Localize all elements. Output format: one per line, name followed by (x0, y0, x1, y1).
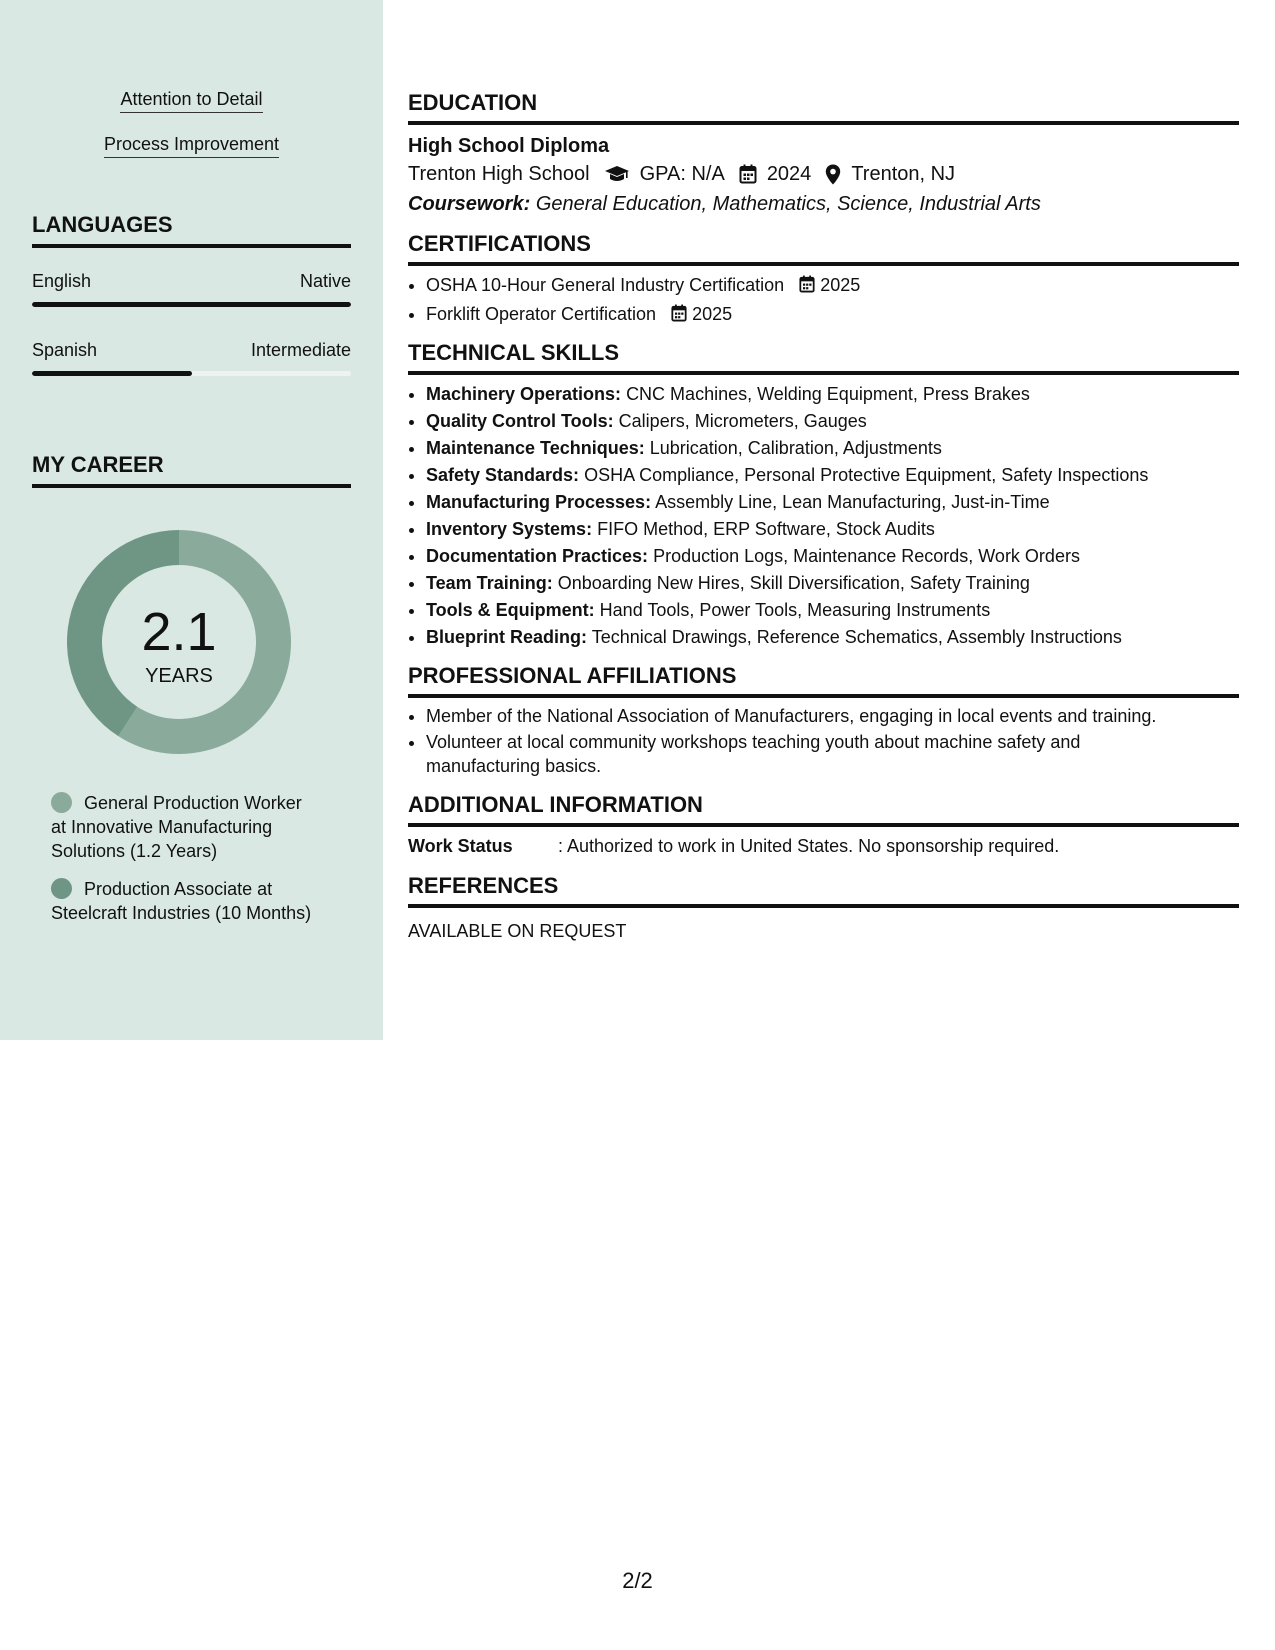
language-bar (32, 371, 351, 376)
divider (408, 823, 1239, 827)
calendar-icon (739, 164, 757, 184)
language-level: Native (299, 271, 351, 291)
main-content (408, 90, 1239, 944)
languages-heading: LANGUAGES (32, 212, 173, 237)
list-item (426, 597, 1239, 624)
references-section (408, 873, 1239, 944)
section-heading: CERTIFICATIONS (408, 231, 591, 256)
language-bar (32, 302, 351, 307)
skill-label: Tools & Equipment: (426, 600, 595, 620)
list-item (426, 489, 1239, 516)
career-total: 2.1 (141, 602, 217, 662)
section-heading: REFERENCES (408, 873, 559, 898)
divider (408, 262, 1239, 266)
school-name: Trenton High School (408, 163, 590, 185)
divider (32, 244, 351, 248)
career-dot-icon (51, 792, 72, 813)
coursework (408, 189, 1239, 219)
skill-link[interactable]: Attention to Detail (120, 88, 262, 113)
list-item (426, 570, 1239, 597)
affiliations-list (408, 704, 1239, 778)
additional-info-section (408, 792, 1239, 859)
calendar-icon (671, 303, 687, 330)
work-status-value: : Authorized to work in United States. No sponsorship required. (558, 836, 1060, 856)
list-item: • Volunteer at local community workshops teaching youth about machine safety and manufacturing basics. (426, 730, 1239, 778)
career-heading: MY CAREER (32, 452, 164, 477)
list-item (426, 543, 1239, 570)
list-item (426, 462, 1239, 489)
languages-section (32, 212, 351, 376)
skill-label: Manufacturing Processes: (426, 492, 652, 512)
section-heading: ADDITIONAL INFORMATION (408, 792, 703, 817)
career-item (51, 877, 316, 925)
education-section (408, 90, 1239, 219)
skill-text: Assembly Line, Lean Manufacturing, Just-in-Time (655, 492, 1050, 512)
skill-text: Calipers, Micrometers, Gauges (618, 411, 867, 431)
skills-list (0, 88, 383, 158)
list-item (426, 408, 1239, 435)
technical-skills-list (408, 381, 1239, 651)
career-dot-icon (51, 878, 72, 899)
skill-text: Onboarding New Hires, Skill Diversification, Safety Training (557, 573, 1030, 593)
skill-label: Documentation Practices: (426, 546, 649, 566)
language-bar-fill (32, 371, 192, 376)
list-item (426, 301, 1239, 330)
divider (408, 904, 1239, 908)
list-item: • Member of the National Association of Manufacturers, engaging in local events and training. (426, 704, 1239, 728)
skill-text: Production Logs, Maintenance Records, Work Orders (653, 546, 1080, 566)
language-item (32, 339, 351, 376)
career-item-label: General Production Worker at Innovative Manufacturing Solutions (1.2 Years) (51, 793, 302, 861)
divider (32, 484, 351, 488)
career-item-label: Production Associate at Steelcraft Industries (10 Months) (51, 879, 312, 923)
language-name: Spanish (32, 340, 98, 360)
certification-name: OSHA 10-Hour General Industry Certification (426, 275, 785, 295)
career-item (51, 791, 316, 863)
list-item (426, 624, 1239, 651)
coursework-text: General Education, Mathematics, Science, Industrial Arts (535, 193, 1041, 215)
degree: High School Diploma (408, 135, 610, 157)
location-pin-icon (825, 164, 841, 185)
education-details (408, 159, 1239, 189)
section-heading: TECHNICAL SKILLS (408, 340, 620, 365)
work-status-row (408, 833, 1239, 859)
skill-label: Machinery Operations: (426, 384, 622, 404)
career-donut-chart (64, 527, 294, 757)
skill-label: Maintenance Techniques: (426, 438, 645, 458)
language-name: English (32, 271, 92, 291)
list-item (426, 435, 1239, 462)
skill-label: Quality Control Tools: (426, 411, 614, 431)
certification-year: 2025 (820, 275, 861, 295)
coursework-label: Coursework: (408, 193, 531, 215)
skill-link[interactable]: Process Improvement (104, 133, 279, 158)
list-item (426, 516, 1239, 543)
section-heading: EDUCATION (408, 90, 538, 115)
career-unit: YEARS (145, 665, 213, 687)
career-legend (51, 791, 316, 925)
graduation-year: 2024 (766, 163, 812, 185)
school-location: Trenton, NJ (851, 163, 956, 185)
work-status-label: Work Status (408, 836, 513, 856)
skill-text: FIFO Method, ERP Software, Stock Audits (597, 519, 935, 539)
section-heading: PROFESSIONAL AFFILIATIONS (408, 663, 737, 688)
technical-skills-section (408, 340, 1239, 651)
page-number: 2/2 (622, 1568, 653, 1593)
list-item (426, 381, 1239, 408)
divider (408, 121, 1239, 125)
language-bar-fill (32, 302, 351, 307)
skill-text: Lubrication, Calibration, Adjustments (649, 438, 942, 458)
skill-label: Blueprint Reading: (426, 627, 587, 647)
divider (408, 694, 1239, 698)
skill-text: Hand Tools, Power Tools, Measuring Instruments (599, 600, 991, 620)
skill-text: OSHA Compliance, Personal Protective Equipment, Safety Inspections (584, 465, 1149, 485)
language-level: Intermediate (250, 340, 351, 360)
certification-year: 2025 (692, 304, 733, 324)
certifications-section (408, 231, 1239, 330)
skill-label: Safety Standards: (426, 465, 580, 485)
skill-text: Technical Drawings, Reference Schematics, Assembly Instructions (591, 627, 1122, 647)
divider (408, 371, 1239, 375)
calendar-icon (799, 274, 815, 301)
references-text: AVAILABLE ON REQUEST (408, 921, 627, 941)
certifications-list (408, 272, 1239, 330)
graduation-cap-icon (604, 165, 630, 183)
certification-name: Forklift Operator Certification (426, 304, 657, 324)
skill-label: Team Training: (426, 573, 553, 593)
sidebar (0, 0, 383, 1040)
career-section (32, 452, 351, 488)
gpa: GPA: N/A (639, 163, 725, 185)
skill-text: CNC Machines, Welding Equipment, Press Brakes (626, 384, 1030, 404)
affiliations-section (408, 663, 1239, 778)
language-item (32, 270, 351, 307)
skill-label: Inventory Systems: (426, 519, 593, 539)
list-item (426, 272, 1239, 301)
